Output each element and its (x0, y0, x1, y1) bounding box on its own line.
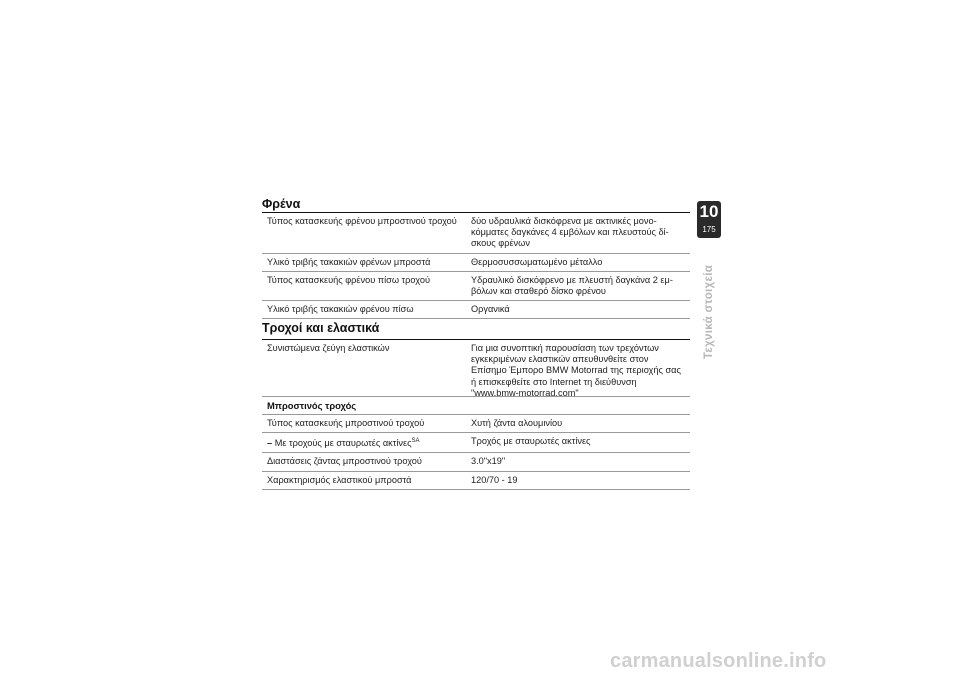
spec-value: Οργανικά (471, 304, 510, 315)
spec-value: Υδραυλικό δισκόφρενο με πλευστή δαγκάνα 2 εμ-βόλων και σταθερό δίσκο φρένου (471, 274, 673, 297)
chapter-side-label: Τεχνικά στοιχεία (703, 264, 715, 360)
spec-value: δύο υδραυλικά δισκόφρενα με ακτινικές μονο-κόμματες δαγκάνες 4 εμβόλων και πλευστούς δί-σκους φρένων (471, 216, 669, 249)
spec-value: Για μια συνοπτική παρουσίαση των τρεχόντων εγκεκριμένων ελαστικών απευθυνθείτε στον Επίσημο Έμπορο BMW Motorrad της περιοχής σας ή επισκεφθείτε στο Internet τη διεύθυνση "www.bmw-motorrad.com" (471, 343, 681, 398)
table-row (262, 453, 690, 471)
brakes-table (262, 212, 690, 319)
spec-label: Τύπος κατασκευής φρένου πίσω τροχού (267, 274, 430, 285)
option-label-text: Με τροχούς με σταυρωτές ακτίνες (274, 438, 412, 449)
spec-label: Τύπος κατασκευής φρένου μπροστινού τροχού (267, 216, 457, 226)
spec-label: Χαρακτηρισμός ελαστικού μπροστά (267, 474, 412, 485)
table-row (262, 433, 690, 453)
spec-value: Χυτή ζάντα αλουμινίου (471, 418, 563, 428)
watermark: carmanualsonline.info (610, 650, 827, 672)
chapter-number: 10 (699, 202, 719, 221)
optional-equipment-badge: SA (411, 438, 420, 445)
table-row (262, 254, 690, 272)
spec-value: 120/70 - 19 (471, 474, 518, 485)
spec-value: 3.0"x19" (471, 456, 506, 467)
spec-label-option (262, 433, 466, 452)
spec-value: Θερμοσυσσωματωμένο μέταλλο (471, 256, 603, 267)
table-row (262, 272, 690, 301)
option-dash: – (267, 438, 273, 449)
front-wheel-table (262, 396, 690, 490)
spec-label: Υλικό τριβής τακακιών φρένου πίσω (267, 304, 414, 315)
page-number: 175 (702, 225, 716, 234)
spec-label: Υλικό τριβής τακακιών φρένων μπροστά (267, 256, 431, 267)
table-row (262, 301, 690, 319)
table-row (262, 472, 690, 490)
table-row (262, 415, 690, 433)
tyre-pairing-table (262, 339, 690, 402)
brakes-section-title: Φρένα (262, 197, 301, 211)
front-wheel-heading: Μπροστινός τροχός (262, 396, 690, 415)
spec-label: Διαστάσεις ζάντας μπροστινού τροχού (267, 456, 422, 467)
spec-value: Τροχός με σταυρωτές ακτίνες (471, 436, 591, 447)
spec-label: Τύπος κατασκευής μπροστινού τροχού (267, 418, 425, 428)
table-row (262, 340, 690, 402)
spec-label: Συνιστώμενα ζεύγη ελαστικών (267, 343, 390, 353)
wheels-section-title: Τροχοί και ελαστικά (262, 321, 380, 335)
table-row (262, 213, 690, 254)
